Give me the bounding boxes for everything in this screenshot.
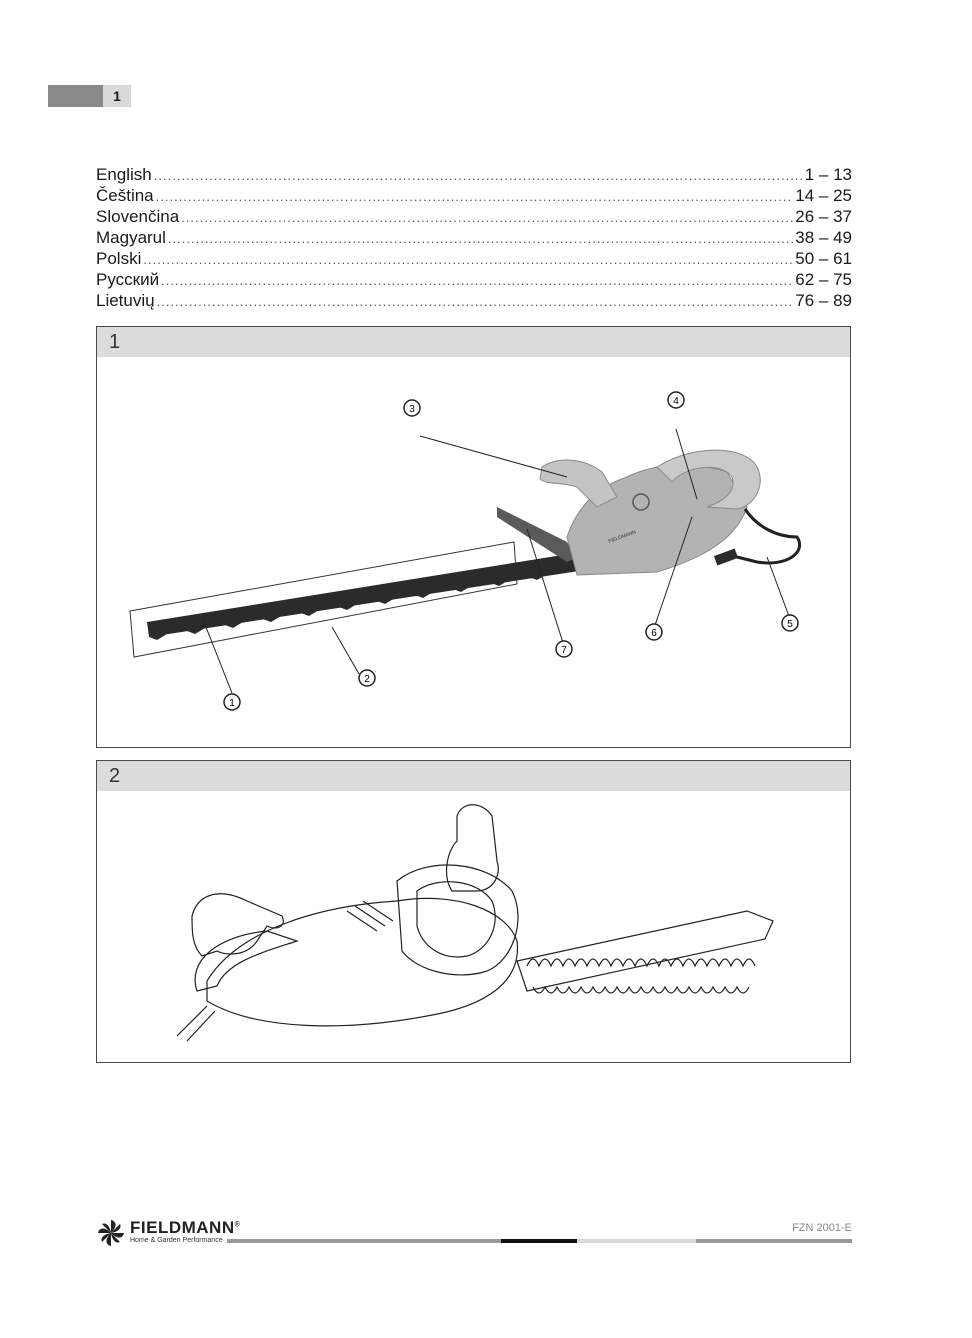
toc-row[interactable] bbox=[96, 206, 852, 227]
model-number: FZN 2001-E bbox=[792, 1222, 852, 1234]
toc-row[interactable] bbox=[96, 248, 852, 269]
toc-language: Slovenčina bbox=[96, 207, 180, 226]
figure-2-illustration bbox=[97, 791, 850, 1062]
figure-1-title: 1 bbox=[97, 327, 850, 357]
footer-rule-4 bbox=[696, 1239, 852, 1243]
blade-outline bbox=[517, 911, 773, 991]
footer-rule-2 bbox=[501, 1239, 577, 1243]
hedge-trimmer-diagram bbox=[97, 357, 849, 746]
blade bbox=[147, 553, 579, 637]
toc-language: Русский bbox=[96, 270, 160, 289]
callout-7 bbox=[556, 641, 572, 657]
callout-label: 7 bbox=[561, 645, 567, 656]
toc-row[interactable] bbox=[96, 185, 852, 206]
callout-label: 3 bbox=[409, 404, 415, 415]
callout-4 bbox=[668, 392, 684, 408]
figure-2 bbox=[96, 760, 851, 1063]
callout-label: 5 bbox=[787, 619, 793, 630]
toc-pages: 76 – 89 bbox=[795, 291, 852, 310]
page-tab-bar bbox=[48, 85, 103, 107]
brand-name: FIELDMANN® bbox=[130, 1218, 241, 1237]
toc-pages: 38 – 49 bbox=[795, 228, 852, 247]
callout-label: 4 bbox=[673, 396, 679, 407]
toc-pages: 50 – 61 bbox=[795, 249, 852, 268]
right-hand-outline bbox=[447, 805, 499, 891]
toc-leader bbox=[154, 165, 803, 186]
fan-logo-icon bbox=[96, 1218, 126, 1248]
figure-2-title: 2 bbox=[97, 761, 850, 791]
toc-row[interactable] bbox=[96, 290, 852, 311]
toc-language: Lietuvių bbox=[96, 291, 155, 310]
toc-pages: 1 – 13 bbox=[804, 165, 852, 184]
toc-language: English bbox=[96, 165, 152, 184]
product-label: FIELDMANN bbox=[607, 529, 637, 545]
brand-tagline: Home & Garden Performance bbox=[130, 1237, 223, 1244]
toc-row[interactable] bbox=[96, 227, 852, 248]
toc-pages: 26 – 37 bbox=[795, 207, 852, 226]
toc-leader bbox=[156, 186, 794, 207]
callout-label: 6 bbox=[651, 628, 657, 639]
rear-handle-outline bbox=[195, 931, 297, 991]
trimmer-body-outline bbox=[207, 898, 517, 1025]
figure-1-illustration bbox=[97, 357, 850, 747]
toc-row[interactable] bbox=[96, 269, 852, 290]
callout-6 bbox=[646, 624, 662, 640]
two-hand-grip-diagram bbox=[97, 791, 849, 1061]
left-hand-outline bbox=[192, 894, 283, 956]
figure-1 bbox=[96, 326, 851, 748]
page-number: 1 bbox=[103, 85, 131, 107]
toc-leader bbox=[157, 291, 794, 312]
front-handle bbox=[540, 460, 617, 507]
callout-2 bbox=[359, 670, 375, 686]
power-cord bbox=[737, 509, 800, 563]
toc-pages: 62 – 75 bbox=[795, 270, 852, 289]
callout-1 bbox=[224, 694, 240, 710]
footer-rule-1 bbox=[227, 1239, 501, 1243]
plug bbox=[714, 549, 738, 566]
toc-language: Polski bbox=[96, 249, 142, 268]
toc-row[interactable] bbox=[96, 164, 852, 185]
table-of-contents bbox=[96, 164, 852, 311]
callout-label: 1 bbox=[229, 698, 235, 709]
toc-language: Čeština bbox=[96, 186, 154, 205]
callout-5 bbox=[782, 615, 798, 631]
callout-label: 2 bbox=[364, 674, 370, 685]
footer-rule-3 bbox=[577, 1239, 696, 1243]
toc-leader bbox=[143, 249, 793, 270]
blade-teeth-outline bbox=[527, 959, 755, 966]
toc-leader bbox=[161, 270, 793, 291]
toc-leader bbox=[168, 228, 793, 249]
brand-logo bbox=[96, 1216, 241, 1250]
toc-leader bbox=[181, 207, 793, 228]
front-guard-outline bbox=[397, 865, 518, 975]
front-guard bbox=[497, 507, 577, 562]
toc-language: Magyarul bbox=[96, 228, 166, 247]
toc-pages: 14 – 25 bbox=[795, 186, 852, 205]
callout-3 bbox=[404, 400, 420, 416]
